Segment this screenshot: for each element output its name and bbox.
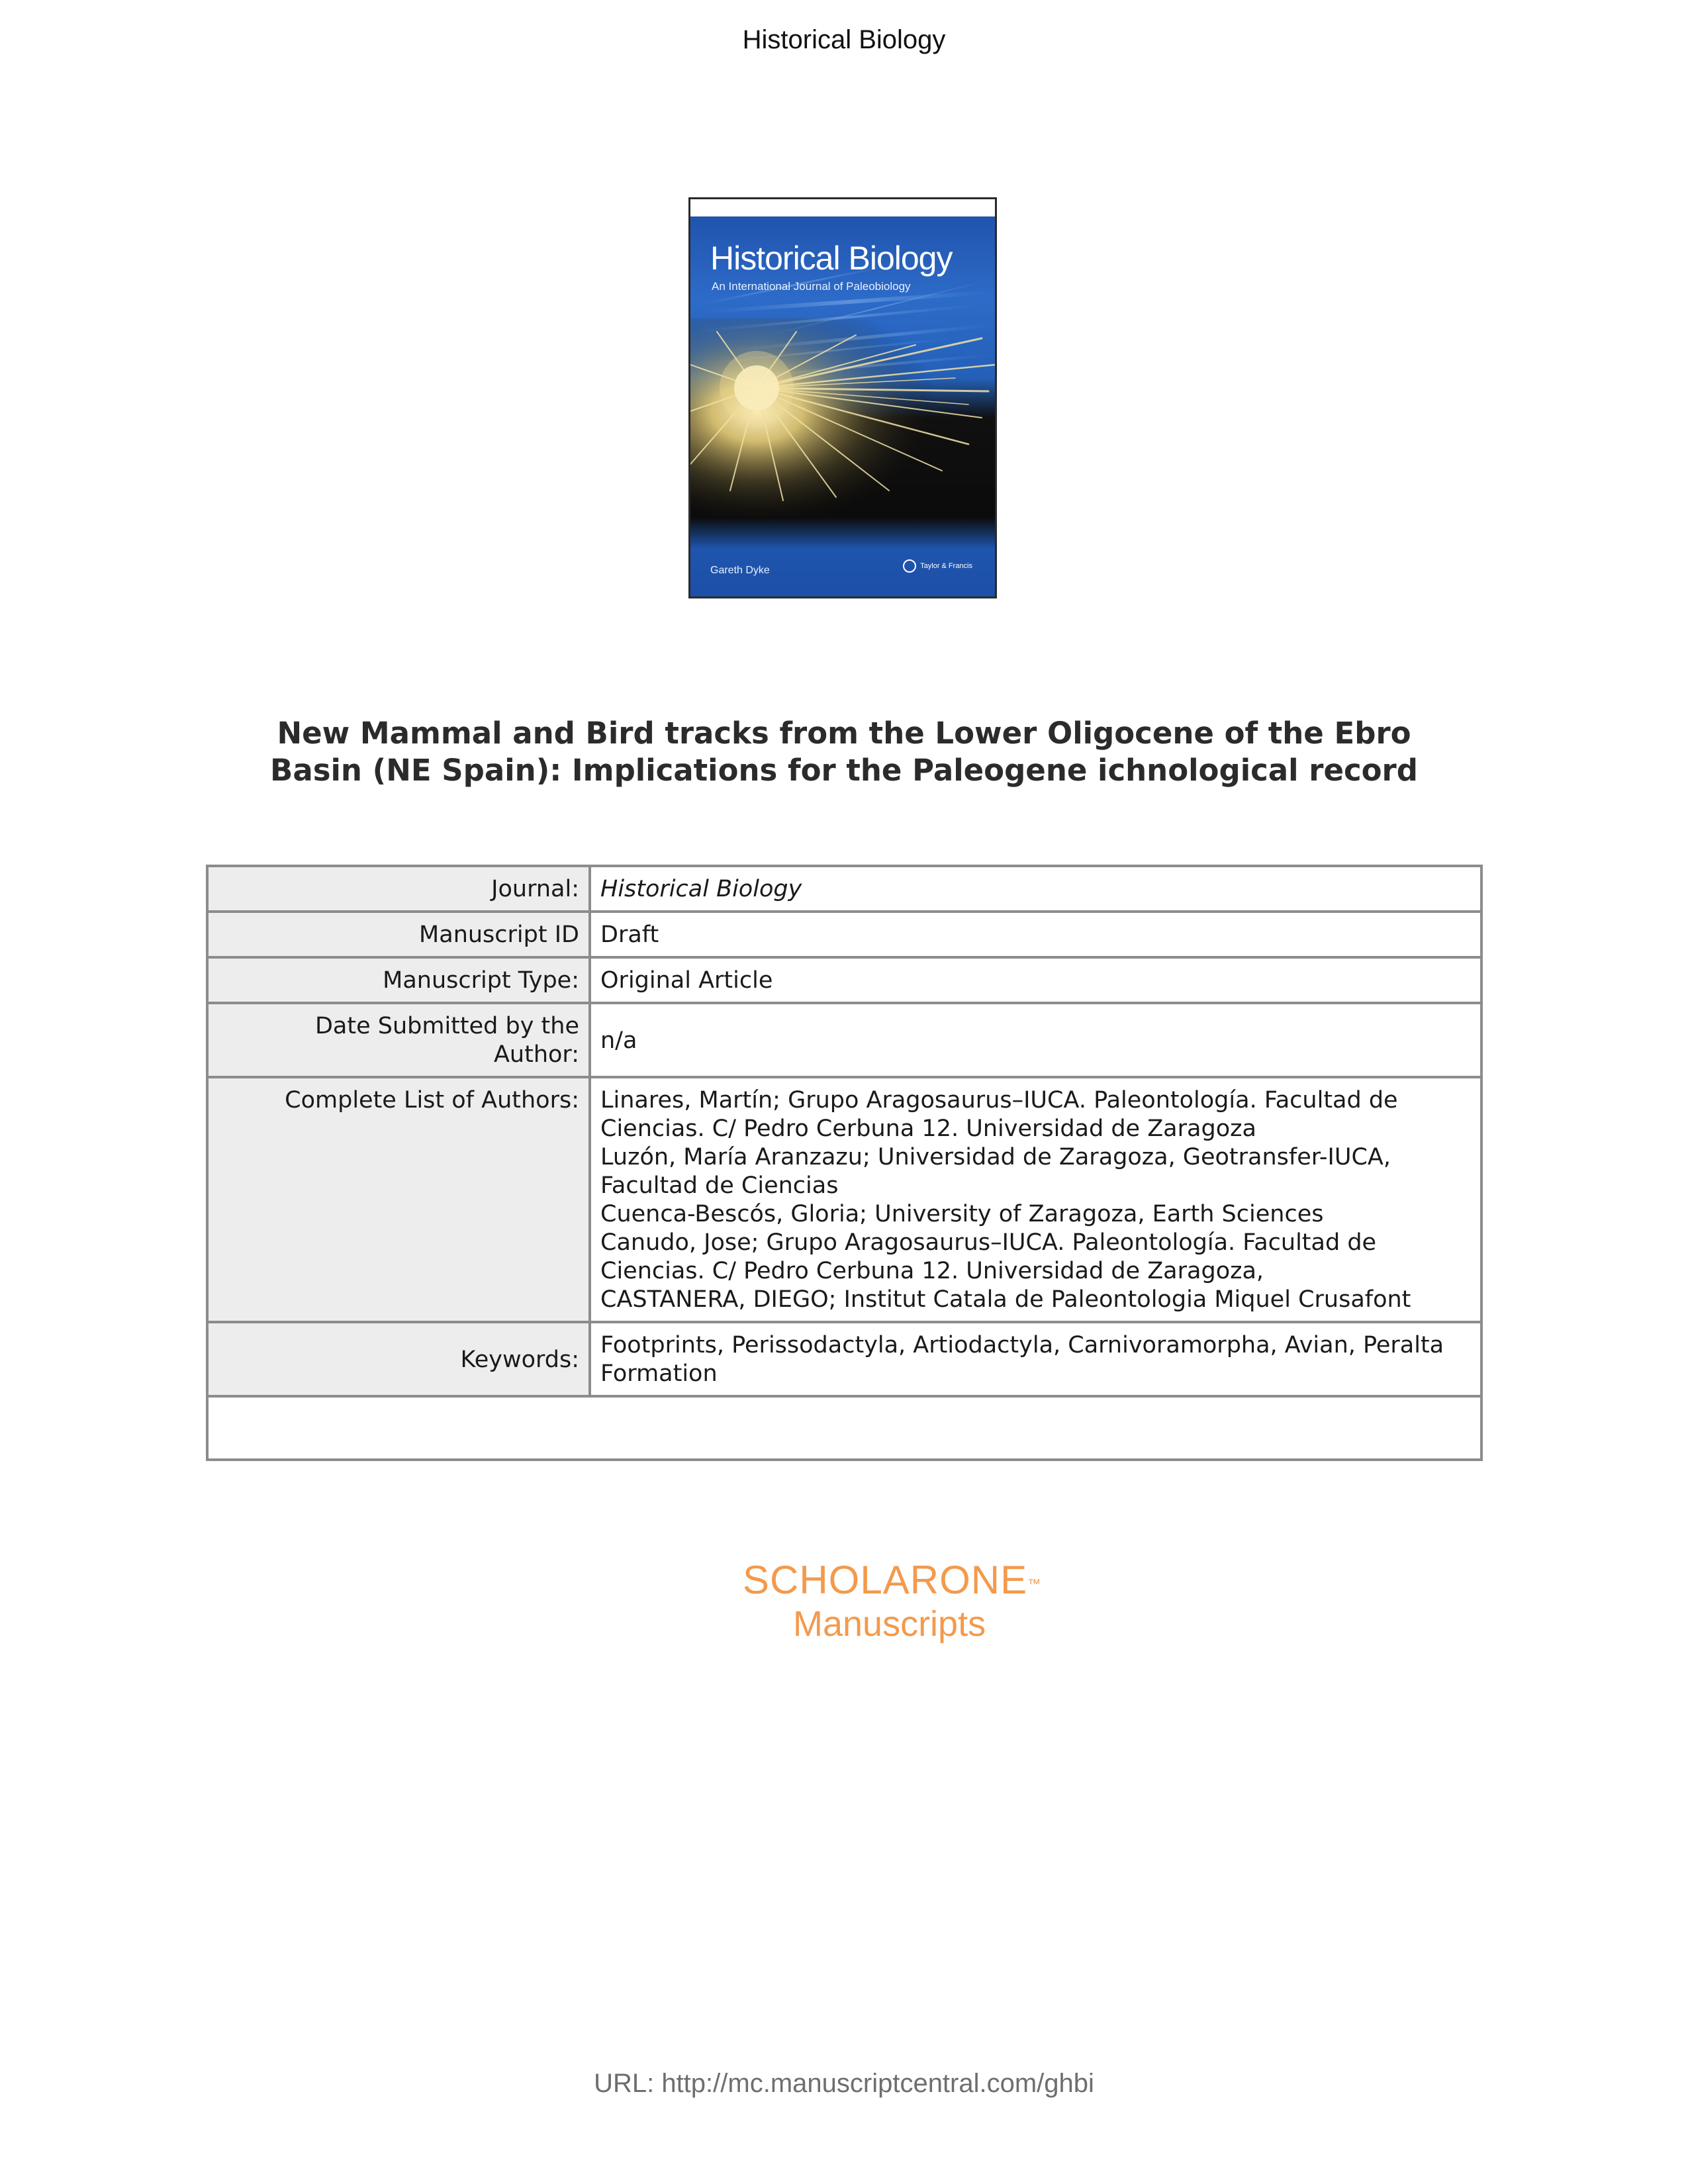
publisher-logo-icon (903, 559, 916, 573)
cover-subtitle: An International Journal of Paleobiology (712, 280, 911, 293)
logo-scholar-text: SCHOLAR (743, 1558, 940, 1602)
table-row-date-submitted (207, 1003, 1481, 1077)
table-row-manuscript-id (207, 912, 1481, 957)
date-submitted-value: n/a (590, 1003, 1481, 1077)
authors-label: Complete List of Authors: (207, 1077, 590, 1322)
scholarone-logo (743, 1558, 1087, 1646)
cover-editor: Gareth Dyke (710, 565, 770, 576)
table-row-manuscript-type (207, 957, 1481, 1003)
logo-manuscripts-text: Manuscripts (793, 1604, 986, 1644)
authors-value (590, 1077, 1481, 1322)
manuscript-metadata-table (206, 865, 1483, 1461)
manuscript-type-label: Manuscript Type: (207, 957, 590, 1003)
author-entry: Luzón, María Aranzazu; Universidad de Zaragoza, Geotransfer-IUCA, Facultad de Ciencias (600, 1144, 1391, 1199)
cover-top-strip (690, 199, 995, 216)
cover-title: Historical Biology (710, 240, 953, 277)
date-submitted-label-text: Date Submitted by the Author: (314, 1013, 579, 1068)
table-row-journal (207, 866, 1481, 912)
author-entry: Cuenca-Bescós, Gloria; University of Zaragoza, Earth Sciences (600, 1201, 1324, 1227)
manuscript-type-value: Original Article (590, 957, 1481, 1003)
cover-publisher-name: Taylor & Francis (920, 562, 972, 570)
author-entry: Linares, Martín; Grupo Aragosaurus–IUCA. Paleontología. Facultad de Ciencias. C/ Pedro Cerbuna 12. Universidad de Zaragoza (600, 1087, 1398, 1142)
table-row-keywords (207, 1322, 1481, 1396)
keywords-value: Footprints, Perissodactyla, Artiodactyla, Carnivoramorpha, Avian, Peralta Formation (590, 1322, 1481, 1396)
journal-label: Journal: (207, 866, 590, 912)
manuscript-id-label: Manuscript ID (207, 912, 590, 957)
table-row-authors (207, 1077, 1481, 1322)
running-header-title: Historical Biology (742, 25, 946, 54)
manuscript-id-value: Draft (590, 912, 1481, 957)
table-row-empty (207, 1396, 1481, 1460)
logo-trademark: ™ (1027, 1577, 1042, 1591)
cover-burst-halo (720, 351, 794, 425)
author-entry: CASTANERA, DIEGO; Institut Catala de Paleontologia Miquel Crusafont (600, 1286, 1411, 1313)
cover-publisher (903, 559, 972, 573)
author-entry: Canudo, Jose; Grupo Aragosaurus–IUCA. Paleontología. Facultad de Ciencias. C/ Pedro Cerbuna 12. Universidad de Zaragoza, (600, 1229, 1377, 1284)
footer-url: URL: http://mc.manuscriptcentral.com/ghbi (594, 2069, 1094, 2098)
empty-cell (207, 1396, 1481, 1460)
logo-one-text: ONE (939, 1558, 1028, 1602)
journal-cover-image (688, 197, 997, 598)
journal-value: Historical Biology (590, 866, 1481, 912)
scholarone-logo-line1 (743, 1558, 1087, 1602)
paper-title: New Mammal and Bird tracks from the Lower Oligocene of the Ebro Basin (NE Spain): Implications for the Paleogene ichnological record (270, 716, 1418, 788)
keywords-label: Keywords: (207, 1322, 590, 1396)
date-submitted-label (207, 1003, 590, 1077)
